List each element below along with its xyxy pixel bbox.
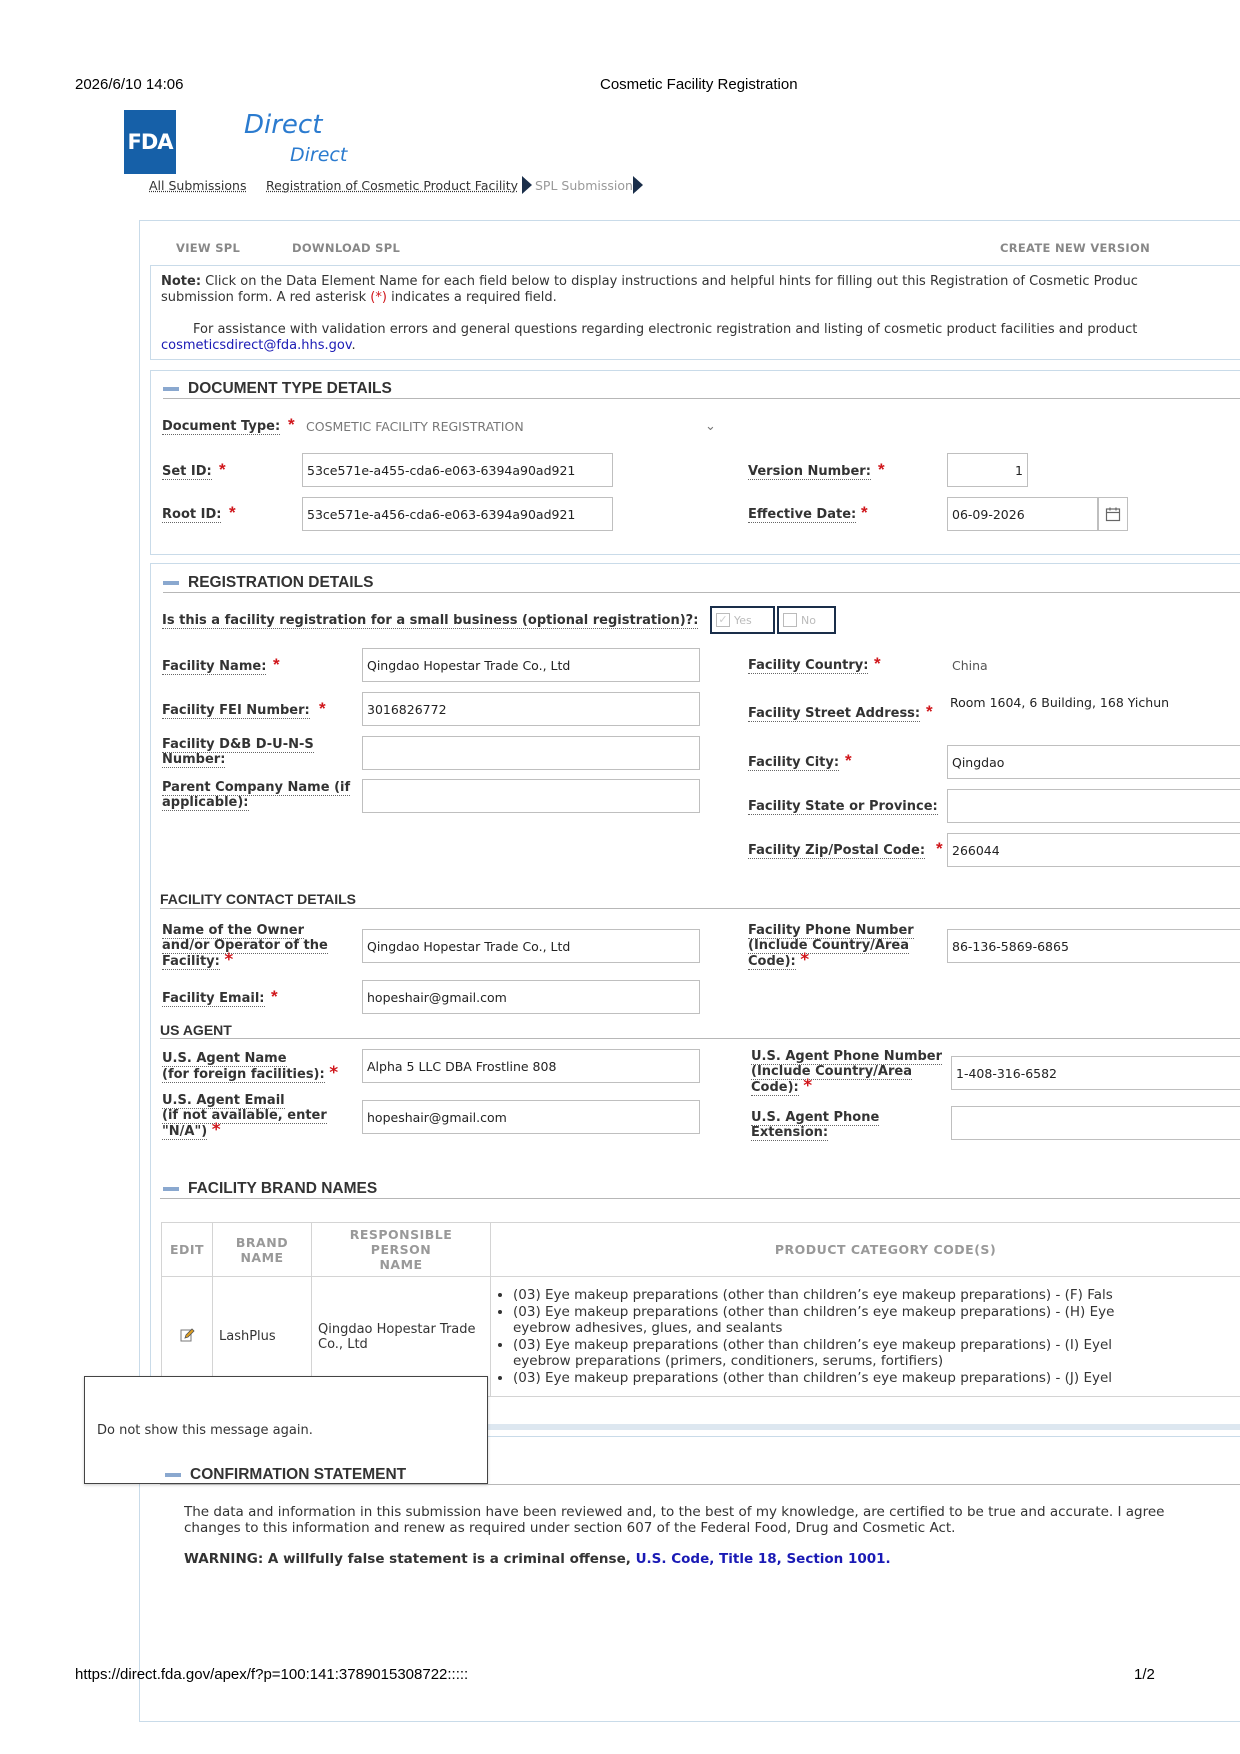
required-asterisk: *: [800, 950, 810, 970]
dont-show-again-option[interactable]: Do not show this message again.: [97, 1423, 313, 1438]
col-product-category-codes: PRODUCT CATEGORY CODE(S): [491, 1223, 1240, 1277]
print-title: Cosmetic Facility Registration: [600, 76, 798, 93]
small-business-yes[interactable]: [710, 606, 775, 634]
checkbox-icon: ✓: [716, 613, 730, 627]
logo-direct-2: Direct: [290, 144, 348, 166]
divider: [160, 1484, 1240, 1485]
print-page-number: 1/2: [1134, 1666, 1155, 1683]
root-id-label[interactable]: Root ID:: [162, 507, 222, 522]
us-agent-ext-label[interactable]: U.S. Agent Phone Extension:: [751, 1110, 880, 1140]
list-item: • (03) Eye makeup preparations (other than children’s eye makeup preparations) - (F) Fals: [513, 1287, 1240, 1303]
us-agent-name-label[interactable]: U.S. Agent Name (for foreign facilities): *: [162, 1051, 339, 1083]
chevron-down-icon[interactable]: ⌄: [705, 418, 716, 433]
print-url: https://direct.fda.gov/apex/f?p=100:141:3789015308722:::::: [75, 1666, 469, 1683]
logo-direct-1: Direct: [244, 110, 323, 140]
calendar-icon: [1105, 506, 1121, 522]
breadcrumb-arrow-icon: [633, 176, 643, 194]
required-asterisk: *: [861, 503, 868, 522]
divider: [160, 908, 1240, 909]
brands-title: FACILITY BRAND NAMES: [188, 1180, 378, 1197]
document-type-select[interactable]: COSMETIC FACILITY REGISTRATION: [306, 419, 524, 434]
owner-field[interactable]: Qingdao Hopestar Trade Co., Ltd: [362, 929, 700, 963]
note-text-2a: submission form. A red asterisk: [161, 290, 371, 305]
facility-name-label[interactable]: Facility Name:: [162, 659, 267, 674]
support-email-link[interactable]: cosmeticsdirect@fda.hhs.gov: [161, 338, 352, 353]
us-code-link[interactable]: U.S. Code, Title 18, Section 1001.: [635, 1551, 891, 1567]
divider: [163, 398, 1240, 399]
col-brand-name: BRAND NAME: [213, 1223, 312, 1277]
facility-fei-field[interactable]: 3016826772: [362, 692, 700, 726]
facility-fei-label[interactable]: Facility FEI Number:: [162, 703, 310, 718]
required-asterisk: *: [874, 654, 881, 673]
note-text-1: Click on the Data Element Name for each field below to display instructions and helpful hints for filling out this Registration of Cosmetic Produc: [201, 274, 1138, 289]
breadcrumb-current: SPL Submission: [535, 178, 633, 193]
breadcrumb-arrow-icon: [522, 176, 532, 194]
version-number-field[interactable]: 1: [947, 453, 1028, 487]
responsible-person-cell: Qingdao Hopestar Trade Co., Ltd: [312, 1277, 491, 1397]
list-item: • (03) Eye makeup preparations (other than children’s eye makeup preparations) - (I) Eyel eyebrow preparations (primers, conditioners, serums, fortifiers): [513, 1337, 1240, 1369]
parent-company-label[interactable]: Parent Company Name (if applicable):: [162, 780, 351, 810]
download-spl-button[interactable]: DOWNLOAD SPL: [292, 241, 401, 255]
us-agent-subhead: US AGENT: [160, 1022, 232, 1038]
effective-date-field[interactable]: 06-09-2026: [947, 497, 1098, 531]
note-asterisk: (*): [370, 290, 387, 305]
required-asterisk: *: [845, 751, 852, 770]
warning-text: WARNING: A willfully false statement is a criminal offense,: [184, 1551, 636, 1567]
warning-line: [184, 1551, 891, 1567]
facility-city-label[interactable]: Facility City:: [748, 755, 840, 770]
us-agent-name-field[interactable]: Alpha 5 LLC DBA Frostline 808: [362, 1049, 700, 1083]
col-edit: EDIT: [162, 1223, 213, 1277]
collapse-icon[interactable]: [163, 1187, 179, 1191]
parent-company-field[interactable]: [362, 779, 700, 813]
us-agent-phone-label[interactable]: U.S. Agent Phone Number (Include Country/Area Code): *: [751, 1049, 943, 1096]
required-asterisk: *: [219, 460, 226, 479]
calendar-button[interactable]: [1098, 497, 1128, 531]
checkbox-icon: [783, 613, 797, 627]
facility-email-label[interactable]: Facility Email:: [162, 991, 265, 1006]
product-code-list: [497, 1287, 1240, 1386]
divider: [160, 1198, 1240, 1199]
list-item: • (03) Eye makeup preparations (other than children’s eye makeup preparations) - (H) Eye eyebrow adhesives, glues, and sealants: [513, 1304, 1240, 1336]
col-responsible-person: RESPONSIBLE PERSON NAME: [312, 1223, 491, 1277]
owner-label[interactable]: Name of the Owner and/or Operator of the Facility: *: [162, 923, 328, 970]
view-spl-button[interactable]: VIEW SPL: [176, 241, 241, 255]
note-text-2b: indicates a required field.: [386, 290, 557, 305]
effective-date-label[interactable]: Effective Date:: [748, 507, 857, 522]
product-codes-cell: [491, 1277, 1240, 1397]
required-asterisk: *: [926, 702, 933, 721]
registration-title: REGISTRATION DETAILS: [188, 574, 374, 591]
document-type-label[interactable]: Document Type:: [162, 419, 281, 434]
required-asterisk: *: [211, 1120, 221, 1140]
collapse-icon[interactable]: [163, 581, 179, 585]
facility-phone-field[interactable]: 86-136-5869-6865: [947, 929, 1240, 963]
yes-label: Yes: [734, 613, 752, 627]
collapse-icon[interactable]: [163, 387, 179, 391]
us-agent-email-label[interactable]: U.S. Agent Email (if not available, enter "N/A") *: [162, 1093, 327, 1140]
note-line-1: [161, 274, 1240, 290]
edit-icon[interactable]: [179, 1327, 195, 1343]
required-asterisk: *: [329, 1063, 339, 1083]
list-item: • (03) Eye makeup preparations (other than children’s eye makeup preparations) - (J) Eyel: [513, 1370, 1240, 1386]
facility-email-field[interactable]: hopeshair@gmail.com: [362, 980, 700, 1014]
us-agent-email-field[interactable]: hopeshair@gmail.com: [362, 1100, 700, 1134]
breadcrumb-all-submissions[interactable]: All Submissions: [149, 178, 247, 193]
no-label: No: [801, 613, 816, 627]
facility-street-field[interactable]: Room 1604, 6 Building, 168 Yichun: [950, 695, 1170, 710]
create-new-version-button[interactable]: CREATE NEW VERSION: [1000, 241, 1151, 255]
brand-name-cell: LashPlus: [213, 1277, 312, 1397]
facility-zip-label[interactable]: Facility Zip/Postal Code:: [748, 843, 926, 858]
small-business-label[interactable]: Is this a facility registration for a small business (optional registration)?:: [162, 613, 699, 628]
set-id-field[interactable]: 53ce571e-a455-cda6-e063-6394a90ad921: [302, 453, 613, 487]
document-type-title: DOCUMENT TYPE DETAILS: [188, 380, 392, 397]
note-line-2: [161, 290, 1240, 306]
facility-name-field[interactable]: Qingdao Hopestar Trade Co., Ltd: [362, 648, 700, 682]
facility-zip-field[interactable]: 266044: [947, 833, 1240, 867]
confirmation-line-2: changes to this information and renew as required under section 607 of the Federal Food, Drug and Cosmetic Act.: [184, 1520, 956, 1536]
fda-logo: FDA: [124, 110, 176, 174]
note-email-line: [161, 338, 356, 354]
required-asterisk: *: [273, 655, 280, 674]
duns-label[interactable]: Facility D&B D-U-N-S Number:: [162, 737, 314, 767]
confirmation-line-1: The data and information in this submission have been reviewed and, to the best of my knowledge, are certified to be true and accurate. I agree: [184, 1504, 1165, 1520]
us-agent-phone-field[interactable]: 1-408-316-6582: [951, 1056, 1240, 1090]
required-asterisk: *: [224, 950, 234, 970]
root-id-field[interactable]: 53ce571e-a456-cda6-e063-6394a90ad921: [302, 497, 613, 531]
note-assist: For assistance with validation errors and general questions regarding electronic registration and listing of cosmetic product facilities and product: [193, 322, 1138, 337]
required-asterisk: *: [319, 699, 326, 718]
us-agent-ext-field[interactable]: [951, 1106, 1240, 1140]
print-datetime: 2026/6/10 14:06: [75, 76, 184, 93]
facility-state-field[interactable]: [947, 789, 1240, 823]
brands-table-wrap: [161, 1222, 1240, 1398]
note-label: Note:: [161, 274, 202, 289]
required-asterisk: *: [271, 987, 278, 1006]
breadcrumb-registration[interactable]: Registration of Cosmetic Product Facility: [266, 178, 519, 193]
collapse-icon[interactable]: [165, 1473, 181, 1477]
brands-table: [161, 1222, 1240, 1397]
facility-country-value: China: [952, 658, 988, 673]
divider: [163, 592, 1240, 593]
confirmation-title: CONFIRMATION STATEMENT: [190, 1466, 407, 1483]
facility-street-label[interactable]: Facility Street Address:: [748, 706, 921, 721]
required-asterisk: *: [936, 839, 943, 858]
note-email-suffix: .: [351, 338, 356, 353]
required-asterisk: *: [288, 415, 295, 434]
required-asterisk: *: [229, 503, 236, 522]
facility-city-field[interactable]: Qingdao: [947, 745, 1240, 779]
facility-phone-label[interactable]: Facility Phone Number (Include Country/Area Code): *: [748, 923, 914, 970]
small-business-no[interactable]: [777, 606, 836, 634]
facility-state-label[interactable]: Facility State or Province:: [748, 799, 938, 814]
duns-field[interactable]: [362, 736, 700, 770]
version-number-label[interactable]: Version Number:: [748, 464, 871, 479]
required-asterisk: *: [878, 460, 885, 479]
facility-country-label[interactable]: Facility Country:: [748, 658, 869, 673]
required-asterisk: *: [803, 1076, 813, 1096]
contact-subhead: FACILITY CONTACT DETAILS: [160, 891, 356, 907]
divider: [160, 1038, 1240, 1039]
set-id-label[interactable]: Set ID:: [162, 464, 212, 479]
